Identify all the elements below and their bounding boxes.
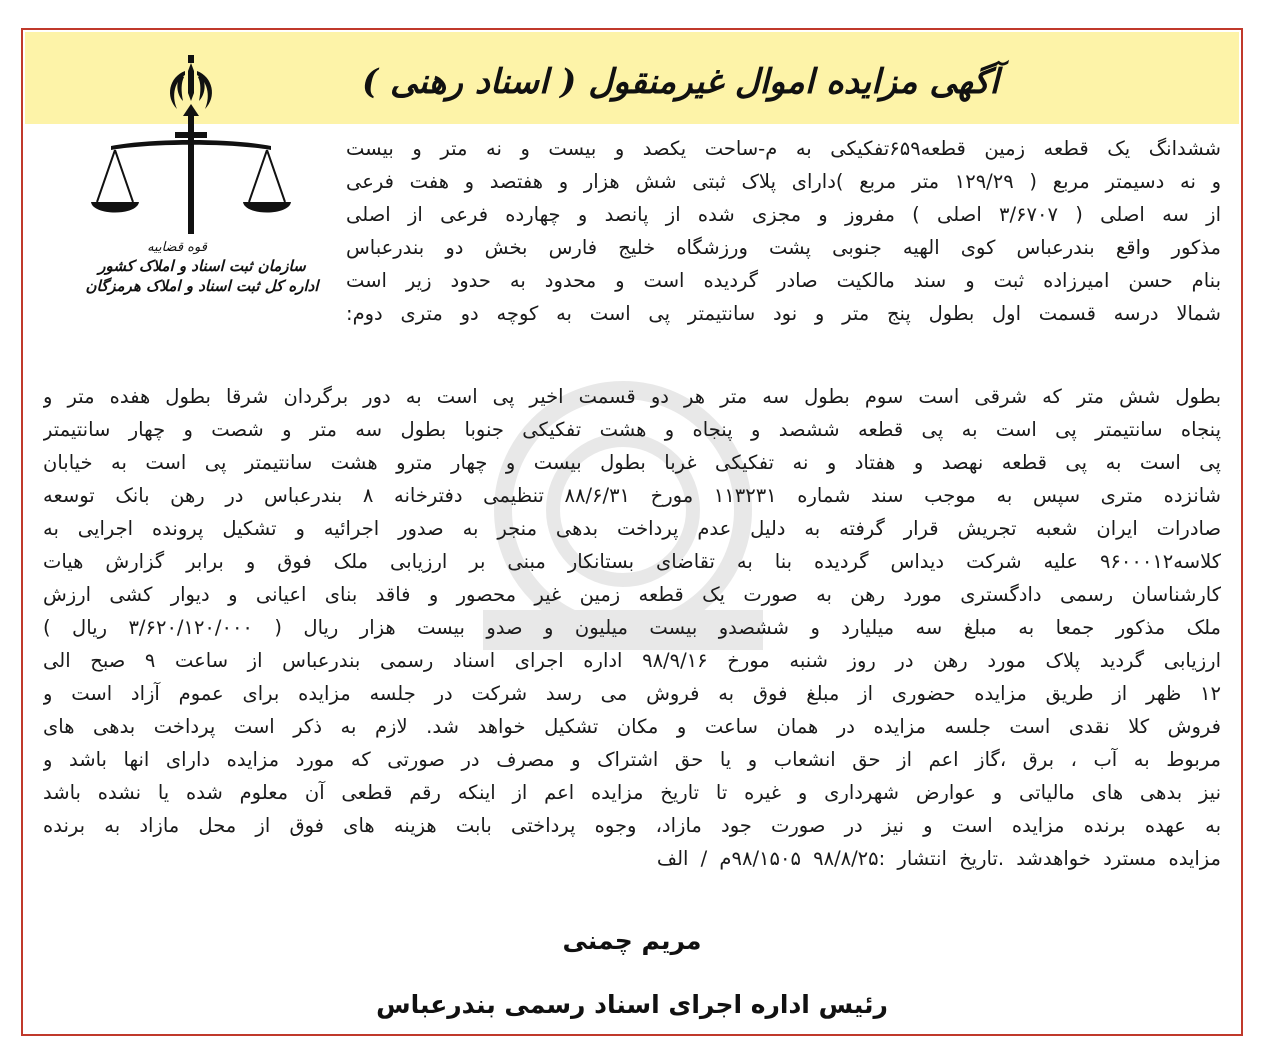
body-line: بنام حسن امیرزاده ثبت و سند مالکیت صادر گردیده است و محدود به حدود زیر است: [346, 269, 1221, 292]
organization-line-2: سازمان ثبت اسناد و املاک کشور: [98, 257, 306, 275]
body-line: ارزیابی گردید پلاک مورد رهن در روز شنبه مورخ ۹۸/۹/۱۶ اداره اجرای اسناد رسمی بندرعباس از ساعت ۹ صبح الی: [43, 649, 1221, 672]
organization-line-3: اداره کل ثبت اسناد و املاک هرمزگان: [85, 277, 319, 295]
organization-block: [71, 240, 333, 295]
body-line: شانزده متری سپس به موجب سند شماره ۱۱۳۲۳۱ مورخ ۸۸/۶/۳۱ تنظیمی دفترخانه ۸ بندرعباس در رهن بانک توسعه: [43, 484, 1221, 507]
body-line: شمالا درسه قسمت اول بطول پنج متر و نود سانتیمتر پی است به کوچه دو متری دوم:: [346, 302, 1221, 325]
body-line: ششدانگ یک قطعه زمین قطعه۶۵۹تفکیکی به م-ساحت یکصد و بیست و نه متر و بیست: [346, 137, 1221, 160]
body-line: از سه اصلی ( ۳/۶۷۰۷ اصلی ) مفروز و مجزی شده از پانصد و چهارده فرعی از اصلی: [346, 203, 1221, 226]
body-line: بطول شش متر که شرقی است سوم بطول سه متر هر دو قسمت اخیر پی است به دور برگردان شرقا بطول هفده متر و: [43, 385, 1221, 408]
body-line: صادرات ایران شعبه تجریش قرار گرفته به دلیل عدم پرداخت بدهی منجر به صدور اجرائیه و تشکیل پرونده اجرایی به: [43, 517, 1221, 540]
body-text-bottom: [43, 380, 1221, 875]
body-line: پی است به پی قطعه نهصد و هفتاد و نه تفکیکی غربا بطول بیست و چهار مترو هشت سانتیمتر پی است به خیابان: [43, 451, 1221, 474]
body-line: به عهده برنده مزایده است و نیز در صورت جود مازاد، وجوه پرداختی بابت هزینه های فوق از محل مازاد به برنده: [43, 814, 1221, 837]
body-line: و نه دسیمتر مربع ( ۱۲۹/۲۹ متر مربع )دارای پلاک ثبتی شش هزار و هفتصد و هفت فرعی: [346, 170, 1221, 193]
body-line: نیز بدهی های مالیاتی و عوارض شهرداری و غیره تا تاریخ مزایده اعم از اینکه رقم قطعی آن معلوم شده یا نشده باشد: [43, 781, 1221, 804]
body-line: مربوط به آب ، برق ،گاز اعم از حق انشعاب و یا حق اشتراک و مصرف در صورتی که مورد مزایده دارای انها باشد و: [43, 748, 1221, 771]
body-line: مذکور واقع بندرعباس کوی الهیه جنوبی پشت ورزشگاه خلیج فارس بخش دو بندرعباس: [346, 236, 1221, 259]
body-line: ۱۲ ظهر از طریق مزایده حضوری از مبلغ فوق به فروش می رسد شرکت در جلسه مزایده برای عموم آزاد است و: [43, 682, 1221, 705]
notice-title: آگهی مزایده اموال غیرمنقول ( اسناد رهنی ): [362, 62, 999, 102]
body-line: پنجاه سانتیمتر پی است به پی قطعه ششصد و پنجاه و هشت تفکیکی جنوبا بطول سه متر و شصت و چهار سانتیمتر: [43, 418, 1221, 441]
body-line: کارشناسان رسمی دادگستری مورد رهن به صورت یک قطعه زمین غیر محصور و فاقد بنای اعیانی و دیوار کشی ارزش: [43, 583, 1221, 606]
organization-line-1: قوه قضاییه: [147, 240, 207, 255]
body-text-top: [346, 132, 1221, 330]
body-line: فروش کلا نقدی است جلسه مزایده در همان ساعت و مکان تشکیل خواهد شد. لازم به ذکر است پرداخت بدهی های: [43, 715, 1221, 738]
notice-frame: [21, 28, 1243, 1036]
body-line: کلاسه۹۶۰۰۰۱۲ علیه شرکت دیداس گردیده بنا به تقاضای بستانکار مبنی بر ارزیابی ملک فوق و برابر گزارش هیات: [43, 550, 1221, 573]
publication-date-line: مزایده مسترد خواهدشد .تاریخ انتشار :۹۸/۸/۲۵ ۹۸/۱۵۰۵م / الف: [656, 847, 1221, 870]
body-line: ملک مذکور جمعا به مبلغ سه میلیارد و ششصدو بیست میلیون و صدو بیست هزار ریال ( ۳/۶۲۰/۱۲۰/۰۰۰ ریال ): [43, 616, 1221, 639]
signatory-name: مریم چمنی: [562, 926, 702, 955]
signatory-title: رئیس اداره اجرای اسناد رسمی بندرعباس: [376, 990, 888, 1019]
